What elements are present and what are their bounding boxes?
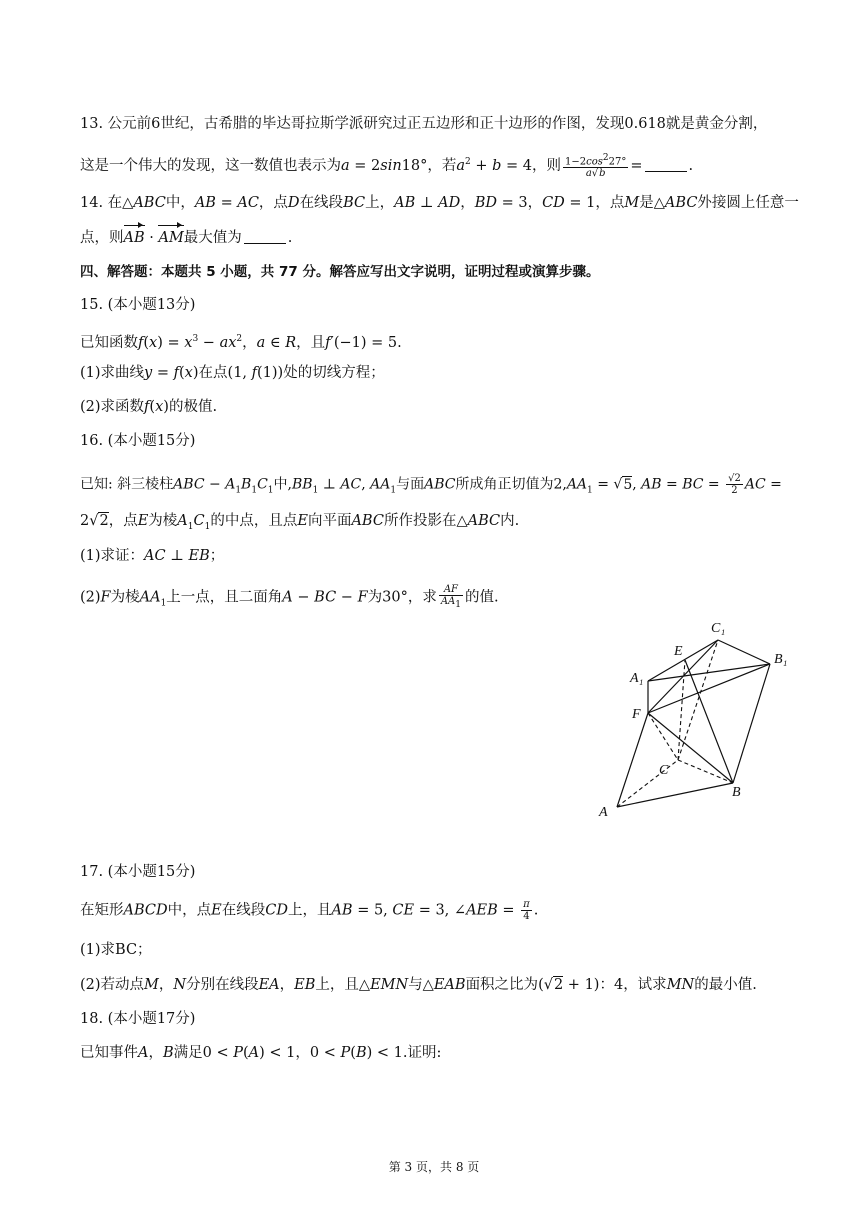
- label-A: A: [599, 805, 608, 820]
- label-B: B: [732, 785, 741, 800]
- q16-part1: (1)求证：AC ⊥ EB；: [80, 548, 225, 564]
- q15-stem: 已知函数$f(x) = x^3 - ax^2$，a ∈ R，且f′(−1) = 5.: [80, 334, 402, 351]
- q15-part2: (2)求函数f(x)的极值.: [80, 399, 218, 415]
- q13-line2: 这是一个伟大的发现，这一数值也表示为a = 2sin18°，若$a^2 + b = 4$，则 $\frac{1-2\cos^227^\circ}{a√b}$ = .: [80, 152, 694, 179]
- edge-CE-hidden: [678, 660, 685, 760]
- label-E: E: [674, 644, 683, 659]
- q16-stem1: 已知: 斜三棱柱ABC − $A_1B_1C_1$中$,BB_1$ ⊥ AC, $AA_1$与面ABC所成角正切值为$2,AA_1 = √5$, AB = BC = $\frac{√2}{2}$ AC =: [80, 473, 782, 496]
- edge-FC1: [648, 640, 718, 713]
- label-A1: A₁: [630, 671, 644, 686]
- q18-stem: 已知事件A，B满足0 < P(A) < 1，0 < P(B) < 1.证明:: [80, 1045, 442, 1061]
- edge-EB: [685, 660, 733, 783]
- label-C: C: [659, 763, 669, 778]
- edge-C1B1: [718, 640, 770, 664]
- prism-figure: [590, 618, 800, 828]
- q18-title: 18. (本小题17分): [80, 1011, 196, 1027]
- q16-title: 16. (本小题15分): [80, 433, 196, 449]
- q17-part1: (1)求BC；: [80, 942, 152, 958]
- answer-blank: [645, 157, 687, 172]
- q16-part2: (2)F为棱$AA_1$上一点，且二面角A − BC − F为30°，求 $\frac{AF}{AA_1}$ 的值.: [80, 584, 499, 610]
- answer-blank: [244, 229, 286, 244]
- section-heading: 四、解答题：本题共 5 小题，共 77 分。解答应写出文字说明，证明过程或演算步骤。: [80, 264, 600, 280]
- edge-FB1: [648, 664, 770, 713]
- label-C1: C₁: [711, 621, 726, 636]
- q17-title: 17. (本小题15分): [80, 864, 196, 880]
- edge-AF: [617, 713, 648, 807]
- edge-B1B: [733, 664, 770, 783]
- q15-title: 15. (本小题13分): [80, 297, 196, 313]
- edge-A1C1: [648, 640, 718, 681]
- page-footer: 第 3 页，共 8 页: [388, 1160, 480, 1174]
- fraction-expression: $\frac{1-2\cos^227^\circ}{a√b}$: [565, 152, 627, 179]
- q14-line2: 点，则AB · AM最大值为 .: [80, 230, 293, 246]
- label-F: F: [632, 707, 641, 722]
- edge-AC-hidden: [617, 760, 678, 807]
- label-B1: B₁: [774, 652, 788, 667]
- q17-stem: 在矩形ABCD中，点E在线段CD上，且AB = 5, CE = 3, ∠AEB = $\frac{\pi}{4}$ .: [80, 899, 539, 922]
- q14-line1: 14. 在△ABC中，AB = AC，点D在线段BC上，AB ⊥ AD，BD = 3，CD = 1，点M是△ABC外接圆上任意一: [80, 195, 799, 211]
- q15-part1: (1)求曲线y = f(x)在点(1, f(1))处的切线方程；: [80, 365, 385, 381]
- q13-line1: 13. 公元前6世纪，古希腊的毕达哥拉斯学派研究过正五边形和正十边形的作图，发现0.618就是黄金分割，: [80, 116, 768, 132]
- q17-part2: (2)若动点M，N分别在线段EA，EB上，且△EMN与△EAB面积之比为(√2 + 1)：4，试求MN的最小值.: [80, 977, 757, 993]
- edge-FC-hidden: [648, 713, 678, 760]
- edge-AB: [617, 783, 733, 807]
- q16-stem2: 2√2，点E为棱$A_1C_1$的中点，且点E向平面ABC所作投影在△ABC内.: [80, 513, 520, 532]
